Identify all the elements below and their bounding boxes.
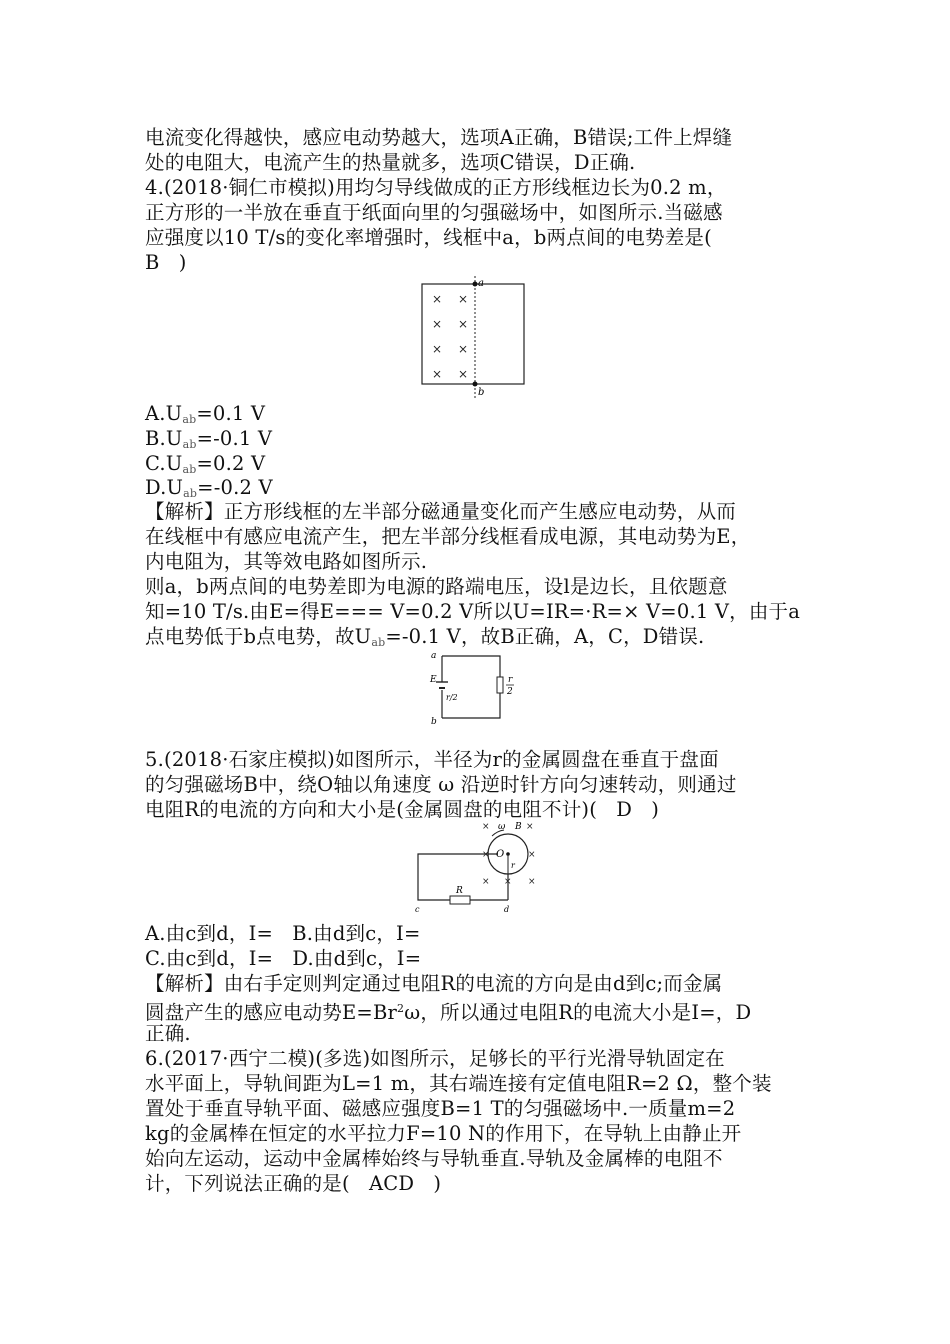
text-line: 圆盘产生的感应电动势$E=Br^2\omega$，所以通过电阻R的电流大小是I=，D — [145, 1001, 752, 1024]
figure-equivalent-circuit — [428, 648, 520, 726]
text-line: 置处于垂直导轨平面、磁感应强度B=1 T的匀强磁场中.一质量m=2 — [145, 1097, 736, 1120]
option-b: $B.U_{ab}=-0.1$ V — [145, 427, 273, 451]
text-line: 处的电阻大，电流产生的热量就多，选项C错误，D正确. — [145, 151, 636, 174]
options-ab: A.由c到d，I= B.由d到c，I= — [145, 922, 421, 945]
label-O: O — [496, 849, 505, 860]
field-cross: × — [432, 342, 443, 356]
option-d: $D.U_{ab}=-0.2$ V — [145, 476, 273, 500]
text-line: 点电势低于b点电势，故$U_{ab}=-0.1$ V，故B正确，A，C，D错误. — [145, 625, 705, 649]
text-line: 应强度以10 T/s的变化率增强时，线框中a，b两点间的电势差是( — [145, 226, 712, 249]
options-cd: C.由c到d，I= D.由d到c，I= — [145, 947, 422, 970]
field-cross: × — [432, 292, 443, 306]
label-a: a — [478, 278, 484, 289]
text-line: 电阻R的电流的方向和大小是(金属圆盘的电阻不计)( D ) — [145, 798, 660, 821]
label-B: B — [515, 822, 522, 832]
text-line: 正方形的一半放在垂直于纸面向里的匀强磁场中，如图所示.当磁感 — [145, 201, 723, 224]
resistor-R — [450, 896, 470, 904]
text-line: kg的金属棒在恒定的水平拉力F=10 N的作用下，在导轨上由静止开 — [145, 1122, 742, 1145]
circuit-wire — [442, 656, 500, 718]
field-cross: × — [504, 877, 512, 887]
label-R: R — [456, 886, 463, 896]
text-line: 在线框中有感应电流产生，把左半部分线框看成电源，其电动势为E， — [145, 525, 751, 548]
label-2: 2 — [507, 687, 513, 697]
answer-key: B ) — [145, 251, 187, 274]
figure-square-frame — [420, 276, 530, 400]
label-r: r — [508, 675, 513, 685]
text-line: 计，下列说法正确的是( ACD ) — [145, 1172, 442, 1195]
field-cross: × — [526, 822, 534, 832]
text-line: 知=10 T/s.由E=得E=== V=0.2 V所以U=IR=·R=× V=0.1 V，由于a — [145, 600, 801, 623]
field-cross: × — [528, 850, 536, 860]
question-4-stem: 4.(2018·铜仁市模拟)用均匀导线做成的正方形线框边长为0.2 m， — [145, 176, 727, 199]
figure-rotating-disc — [412, 818, 557, 914]
label-omega: ω — [498, 822, 506, 832]
analysis-5: 【解析】由右手定则判定通过电阻R的电流的方向是由d到c;而金属 — [145, 972, 723, 995]
question-5-stem: 5.(2018·石家庄模拟)如图所示，半径为r的金属圆盘在垂直于盘面 — [145, 748, 719, 771]
resistor — [497, 677, 503, 693]
field-cross: × — [482, 850, 490, 860]
question-6-stem: 6.(2017·西宁二模)(多选)如图所示，足够长的平行光滑导轨固定在 — [145, 1047, 725, 1070]
field-cross: × — [458, 342, 469, 356]
field-cross: × — [482, 877, 490, 887]
text-line: 水平面上，导轨间距为L=1 m，其右端连接有定值电阻R=2 Ω，整个装 — [145, 1072, 772, 1095]
point-a — [473, 282, 478, 287]
field-cross: × — [458, 317, 469, 331]
label-r-half: r/2 — [446, 693, 458, 702]
field-cross: × — [482, 822, 490, 832]
field-cross: × — [432, 317, 443, 331]
text-line: 则a，b两点间的电势差即为电源的路端电压，设l是边长，且依题意 — [145, 575, 728, 598]
label-a: a — [431, 651, 437, 661]
label-c: c — [415, 905, 420, 914]
field-cross: × — [528, 877, 536, 887]
text-line: 始向左运动，运动中金属棒始终与导轨垂直.导轨及金属棒的电阻不 — [145, 1147, 723, 1170]
option-c: $C.U_{ab}=0.2$ V — [145, 452, 266, 476]
field-cross: × — [458, 292, 469, 306]
text-line: 正确. — [145, 1022, 191, 1045]
text-line: 的匀强磁场B中，绕O轴以角速度 ω 沿逆时针方向匀速转动，则通过 — [145, 773, 737, 796]
option-a: $A.U_{ab}=0.1$ V — [145, 402, 266, 426]
point-b — [473, 382, 478, 387]
text-line: 内电阻为，其等效电路如图所示. — [145, 550, 428, 573]
label-b: b — [478, 387, 485, 398]
field-cross: × — [458, 367, 469, 381]
field-cross: × — [432, 367, 443, 381]
label-E: E — [430, 675, 437, 685]
label-b: b — [431, 717, 437, 726]
text-line: 电流变化得越快，感应电动势越大，选项A正确，B错误;工件上焊缝 — [145, 126, 733, 149]
label-r: r — [511, 861, 515, 870]
analysis-4: 【解析】正方形线框的左半部分磁通量变化而产生感应电动势，从而 — [145, 500, 737, 523]
label-d: d — [504, 905, 510, 914]
